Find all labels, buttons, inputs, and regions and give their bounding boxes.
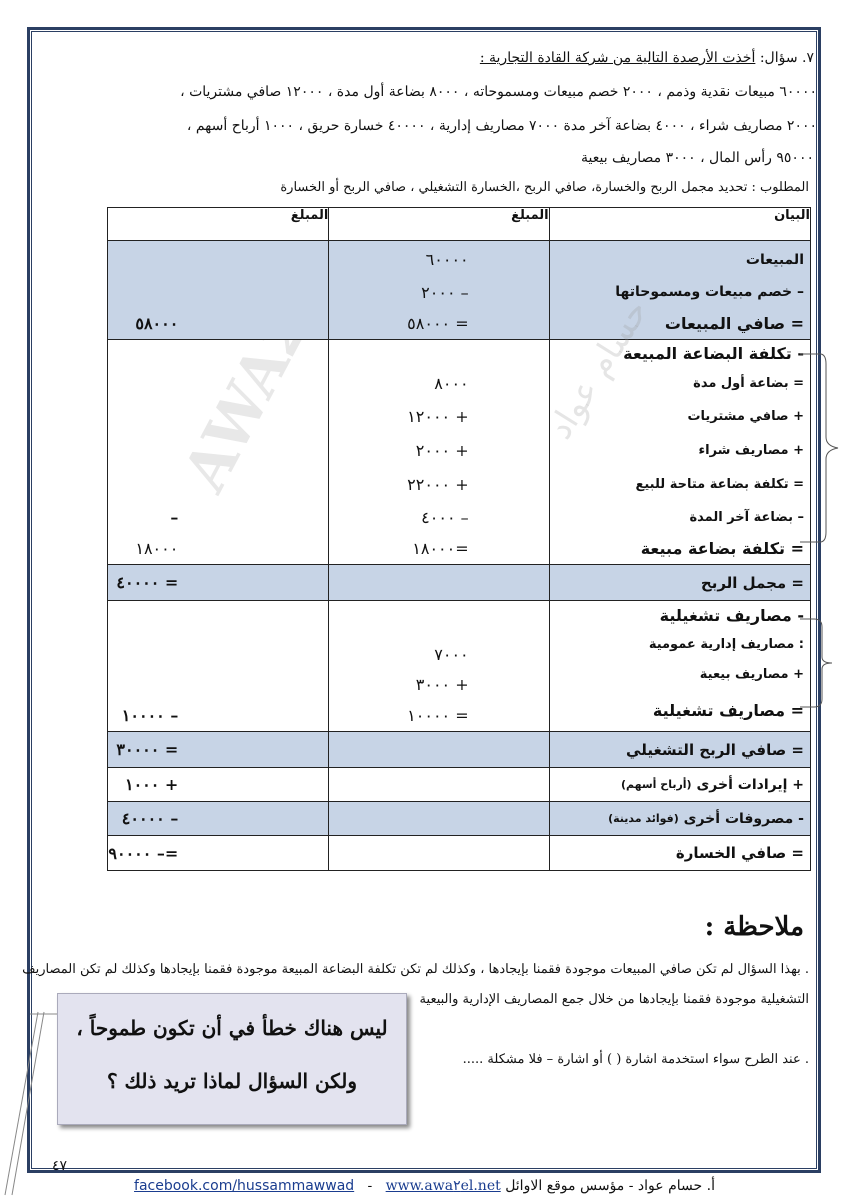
question-line-1: ٦٠٠٠٠ مبيعات نقدية وذمم ، ٢٠٠٠ خصم مبيعات ومسموحاته ، ٨٠٠٠ بضاعة أول مدة ، ١٢٠٠٠ صافي مشتريات ، xyxy=(180,84,817,100)
opex-desc xyxy=(549,601,810,732)
net-loss-value: =– ٩٠٠٠٠ xyxy=(108,843,179,863)
operating-profit-desc xyxy=(549,732,810,768)
other-expenses-amt xyxy=(108,802,329,836)
gross-profit-mid xyxy=(329,565,549,601)
other-income-mid xyxy=(329,768,549,802)
question-number: ٧. سؤال: xyxy=(759,50,814,66)
closing-stock-label: – بضاعة آخر المدة xyxy=(689,509,804,525)
gross-profit-row xyxy=(108,565,811,601)
other-income-note: (أرباح أسهم) xyxy=(620,778,692,791)
other-expenses-desc xyxy=(549,802,810,836)
other-expenses-row xyxy=(108,802,811,836)
opex-row xyxy=(108,601,811,732)
opex-total-label: = مصاريف تشغيلية xyxy=(652,700,804,720)
header-amount-2: المبلغ xyxy=(108,208,329,241)
page-number: ٤٧ xyxy=(52,1158,68,1174)
question-line-2: ٢٠٠٠ مصاريف شراء ، ٤٠٠٠ بضاعة آخر مدة ٧٠٠٠ مصاريف إدارية ، ٤٠٠٠٠ خسارة حريق ، ١٠٠٠ أرباح أسهم ، xyxy=(186,118,817,134)
opex-amt-empty-3 xyxy=(108,669,328,699)
sales-amt-empty-2 xyxy=(108,276,328,308)
gross-profit-amt xyxy=(108,565,329,601)
cogs-total-value: ١٨٠٠٠ xyxy=(135,539,179,558)
operating-profit-value: = ٣٠٠٠٠ xyxy=(116,740,179,759)
sales-desc xyxy=(549,241,810,340)
other-income-desc xyxy=(549,768,810,802)
gross-profit-label: = مجمل الربح xyxy=(700,573,804,592)
net-purchases-label: + صافي مشتريات xyxy=(687,408,804,424)
cogs-mid xyxy=(329,340,549,565)
purchase-expenses-label: + مصاريف شراء xyxy=(698,442,804,458)
sales-discount-value: – ٢٠٠٠ xyxy=(421,282,469,302)
cogs-amt-empty-3 xyxy=(108,399,328,433)
net-loss-desc xyxy=(549,836,810,871)
operating-profit-label: = صافي الربح التشغيلي xyxy=(626,740,804,759)
net-sales-value: ٥٨٠٠٠ xyxy=(135,314,179,333)
admin-expenses-label: : مصاريف إدارية عمومية xyxy=(648,636,804,652)
opex-bracket xyxy=(800,617,849,710)
cogs-amt-empty-1 xyxy=(108,340,328,367)
net-loss-row xyxy=(108,836,811,871)
note-line-1: . بهذا السؤال لم تكن صافي المبيعات موجودة فقمنا بإيجادها ، وكذلك لم تكن تكلفة البضاعة المبيعة موجودة فقمنا بإيجادها وكذلك لم تكن المصاريف xyxy=(22,962,809,977)
cogs-row xyxy=(108,340,811,565)
opex-total-value: – ١٠٠٠٠ xyxy=(121,705,179,725)
table-header-row xyxy=(108,208,811,241)
header-amount-1: المبلغ xyxy=(329,208,549,241)
facebook-link[interactable]: facebook.com/hussammawwad xyxy=(134,1178,355,1194)
cogs-mid-total: =١٨٠٠٠ xyxy=(412,539,469,558)
goods-available-label: = تكلفة بضاعة متاحة للبيع xyxy=(635,476,804,492)
cogs-heading: - تكلفة البضاعة المبيعة xyxy=(623,344,804,363)
quote-box xyxy=(57,993,407,1125)
opex-mid xyxy=(329,601,549,732)
other-income-amt xyxy=(108,768,329,802)
opening-stock-label: = بضاعة أول مدة xyxy=(693,375,804,391)
income-statement-table xyxy=(107,207,811,871)
admin-expenses-value: ٧٠٠٠ xyxy=(434,644,469,664)
net-loss-mid xyxy=(329,836,549,871)
net-loss-label: = صافي الخسارة xyxy=(675,844,804,862)
closing-stock-value: – ٤٠٠٠ xyxy=(421,507,469,527)
other-expenses-label: - مصروفات أخرى xyxy=(683,810,804,827)
requirement-text: المطلوب : تحديد مجمل الربح والخسارة، صافي الربح ،الخسارة التشغيلي ، صافي الربح أو الخسارة xyxy=(280,180,809,195)
cogs-bracket xyxy=(800,352,849,544)
header-statement: البيان xyxy=(549,208,810,241)
note-title: ملاحظة : xyxy=(704,912,804,942)
other-income-row xyxy=(108,768,811,802)
opex-amt-empty-2 xyxy=(108,639,328,669)
gross-profit-desc xyxy=(549,565,810,601)
quote-line-1: ليس هناك خطأ في أن تكون طموحاً ، xyxy=(76,1016,388,1040)
opex-amt-empty-1 xyxy=(108,601,328,639)
opex-mid-total: = ١٠٠٠٠ xyxy=(407,705,469,725)
net-sales-label: = صافي المبيعات xyxy=(664,314,804,333)
note-line-3: . عند الطرح سواء استخدمة اشارة ( ) أو اشارة – فلا مشكلة ..... xyxy=(462,1052,809,1067)
sales-discount-label: – خصم مبيعات ومسموحاتها xyxy=(615,284,804,300)
selling-expenses-value: + ٣٠٠٠ xyxy=(415,674,469,694)
sales-value: ٦٠٠٠٠ xyxy=(425,250,469,269)
purchase-expenses-value: + ٢٠٠٠ xyxy=(415,440,469,460)
other-income-value: + ١٠٠٠ xyxy=(124,775,179,794)
website-link[interactable]: www.awa٢el.net xyxy=(385,1178,501,1194)
question-title xyxy=(480,50,814,66)
footer-separator: - xyxy=(367,1178,373,1194)
opex-mid-empty xyxy=(329,601,548,639)
cogs-amt xyxy=(108,340,329,565)
quote-line-2: ولكن السؤال لماذا تريد ذلك ؟ xyxy=(106,1069,358,1093)
sales-amt-empty-1 xyxy=(108,243,328,276)
opening-stock-value: ٨٠٠٠ xyxy=(434,373,469,393)
sales-row xyxy=(108,241,811,340)
sales-mid xyxy=(329,241,549,340)
question-text: أخذت الأرصدة التالية من شركة القادة التجارية : xyxy=(479,50,756,66)
cogs-total-label: = تكلفة بضاعة مبيعة xyxy=(640,539,804,558)
opex-amt xyxy=(108,601,329,732)
cogs-mid-empty xyxy=(329,340,548,367)
operating-profit-mid xyxy=(329,732,549,768)
operating-profit-row xyxy=(108,732,811,768)
net-sales-mid-value: = ٥٨٠٠٠ xyxy=(407,314,469,333)
footer xyxy=(0,1178,849,1194)
other-expenses-mid xyxy=(329,802,549,836)
watermark: AWA2EL xyxy=(170,219,365,503)
cogs-amt-empty-2 xyxy=(108,367,328,399)
other-income-label: + إيرادات أخرى xyxy=(696,776,804,793)
cogs-amt-empty-4 xyxy=(108,433,328,467)
side-decoration-lines xyxy=(0,1000,60,1200)
cogs-minus-sign: – xyxy=(170,507,179,527)
sales-amt xyxy=(108,241,329,340)
operating-profit-amt xyxy=(108,732,329,768)
note-line-2: التشغيلية موجودة فقمنا بإيجادها من خلال جمع المصاريف الإدارية والبيعية xyxy=(419,992,809,1007)
cogs-amt-empty-5 xyxy=(108,467,328,501)
goods-available-value: + ٢٢٠٠٠ xyxy=(407,474,469,494)
footer-author: أ. حسام عواد - مؤسس موقع الاوائل xyxy=(505,1178,715,1194)
other-expenses-value: – ٤٠٠٠٠ xyxy=(121,809,179,828)
net-purchases-value: + ١٢٠٠٠ xyxy=(407,406,469,426)
question-line-3: ٩٥٠٠٠ رأس المال ، ٣٠٠٠ مصاريف بيعية xyxy=(581,150,814,166)
net-loss-amt xyxy=(108,836,329,871)
sales-label: المبيعات xyxy=(745,251,804,268)
other-expenses-note: (فوائد مدينة) xyxy=(608,812,679,825)
opex-heading: - مصاريف تشغيلية xyxy=(659,605,804,625)
watermark-name: حسام عواد xyxy=(540,292,657,447)
selling-expenses-label: + مصاريف بيعية xyxy=(699,666,804,682)
gross-profit-value: = ٤٠٠٠٠ xyxy=(116,573,179,592)
